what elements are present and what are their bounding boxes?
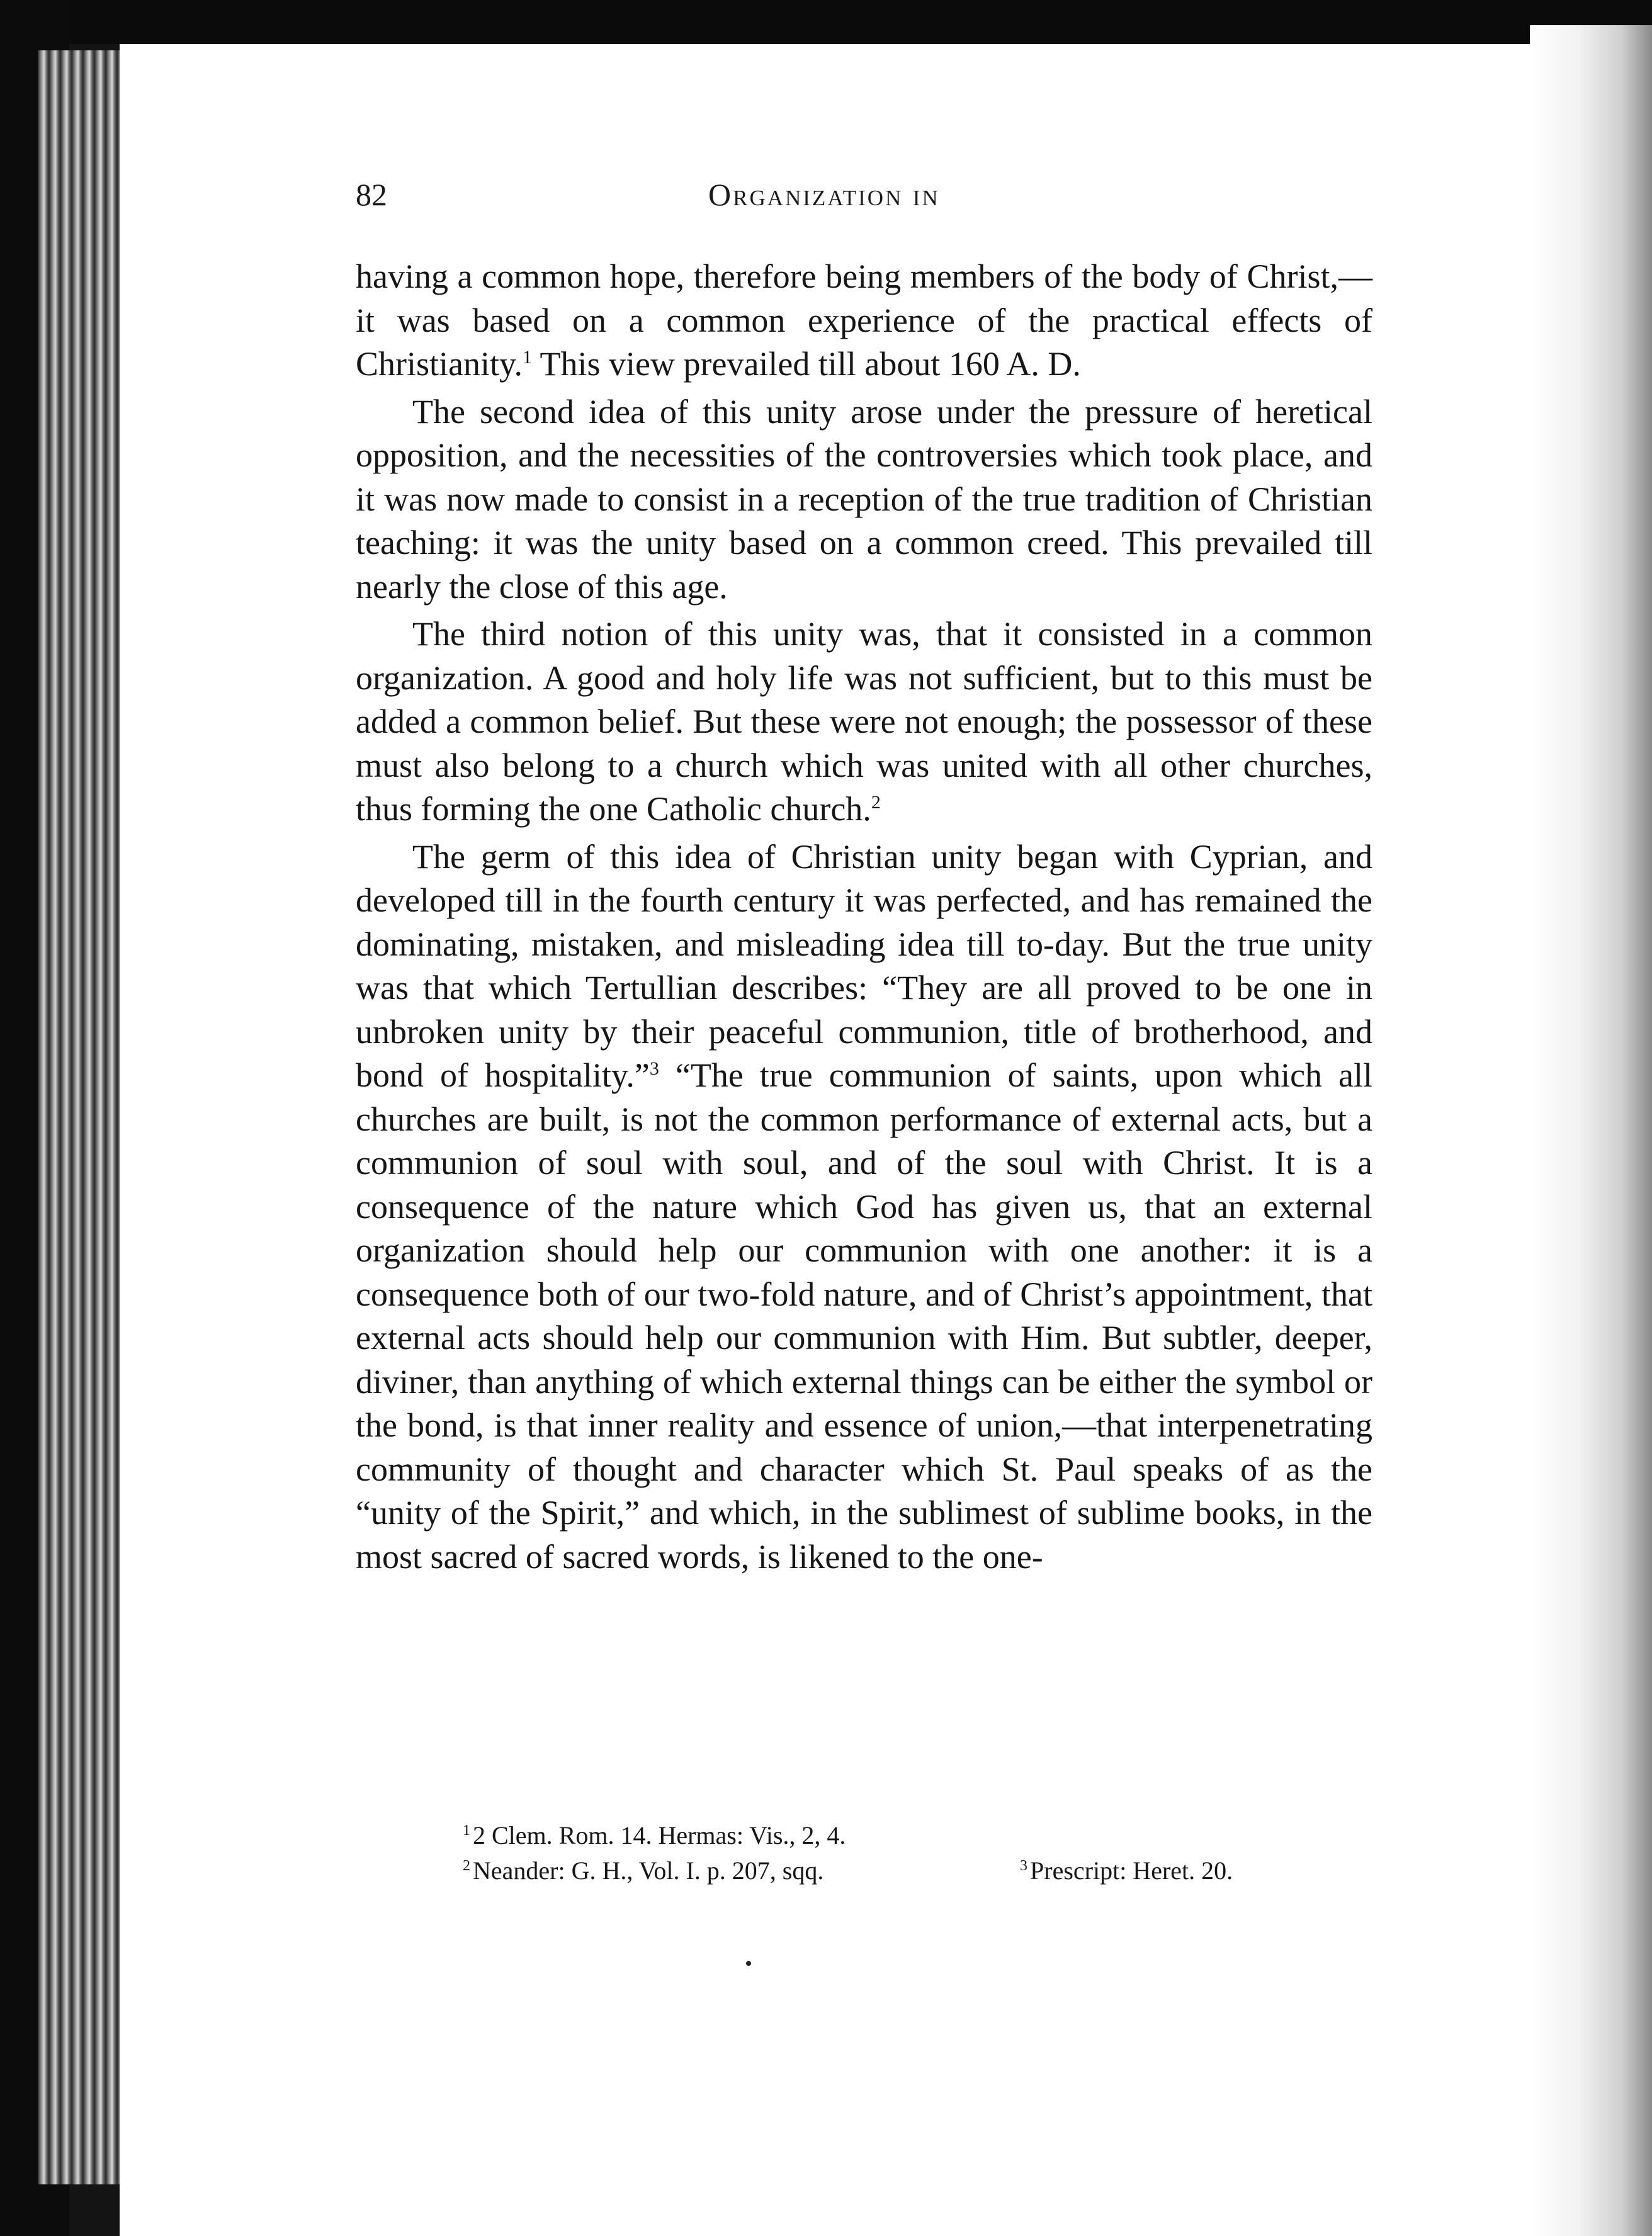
page-gutter-shadow [1530,25,1652,2236]
paragraph-1-continued: This view prevailed till about 160 A. D. [532,345,1081,383]
paragraph-2-text: The second idea of this unity arose under the pressure of heretical opposition, and the necessities of the controversies which took place, and it was now made to consist in a reception of the true tradition of Christian teaching: it was the unity based on a common creed. This prevailed till nearly the close of this age. [356,392,1372,606]
footnote-ref-3: 3 [649,1058,659,1079]
running-head: Organization in [708,177,940,212]
footnote-3-text: Prescript: Heret. 20. [1030,1856,1233,1885]
paragraph-4-continued: “The true communion of saints, upon which all churches are built, is not the common performance of external acts, but a communion of soul with soul, and of the soul with Christ. It is a consequence of the nature which God has given us, that an external organization should help our communion with one another: it is a consequence both of our two-fold nature, and of Christ’s appointment, that external acts should help our communion with Him. But subtler, deeper, diviner, than anything of which external things can be either the symbol or the bond, is that inner reality and essence of union,—that interpenetrating community of thought and character which St. Paul speaks of as the “unity of the Spirit,” and which, in the sublimest of sublime books, in the most sacred of sacred words, is likened to the one- [356,1056,1372,1576]
ink-speck [746,1961,751,1966]
paragraph-4 [356,835,1372,1579]
footnote-ref-2: 2 [871,792,881,813]
footnote-1 [463,1818,1357,1853]
page-header [356,176,1338,227]
footnote-2-text: Neander: G. H., Vol. I. p. 207, sqq. [473,1856,824,1885]
footnote-line-2 [463,1853,1357,1889]
paragraph-4-text: The germ of this idea of Christian unity began with Cyprian, and developed till in the fourth century it was perfected, and has remained the dominating, mistaken, and misleading idea till to-day. But the true unity was that which Tertullian describes: “They are all proved to be one in unbroken unity by their peaceful communion, title of brotherhood, and bond of hospitality.” [356,837,1372,1094]
paragraph-3 [356,613,1372,832]
footnotes [463,1818,1357,1889]
page-number: 82 [356,177,387,212]
footnote-3-mark: 3 [1020,1857,1027,1874]
paragraph-1 [356,255,1372,387]
footnote-1-text: 2 Clem. Rom. 14. Hermas: Vis., 2, 4. [473,1821,846,1849]
footnote-ref-1: 1 [523,347,532,368]
paragraph-2 [356,390,1372,609]
footnote-3 [1020,1853,1233,1889]
scan-top-border [0,0,1652,44]
body-text [356,255,1372,1579]
paragraph-1-text: having a common hope, therefore being members of the body of Christ,—it was based on a common experience of the practical effects of Christianity. [356,257,1372,383]
footnote-1-mark: 1 [463,1822,470,1839]
paragraph-3-text: The third notion of this unity was, that it consisted in a common organization. A good and holy life was not sufficient, but to this must be added a common belief. But these were not enough; the possessor of these must also belong to a church which was united with all other churches, thus forming the one Catholic church. [356,615,1372,828]
footnote-2-mark: 2 [463,1857,470,1874]
